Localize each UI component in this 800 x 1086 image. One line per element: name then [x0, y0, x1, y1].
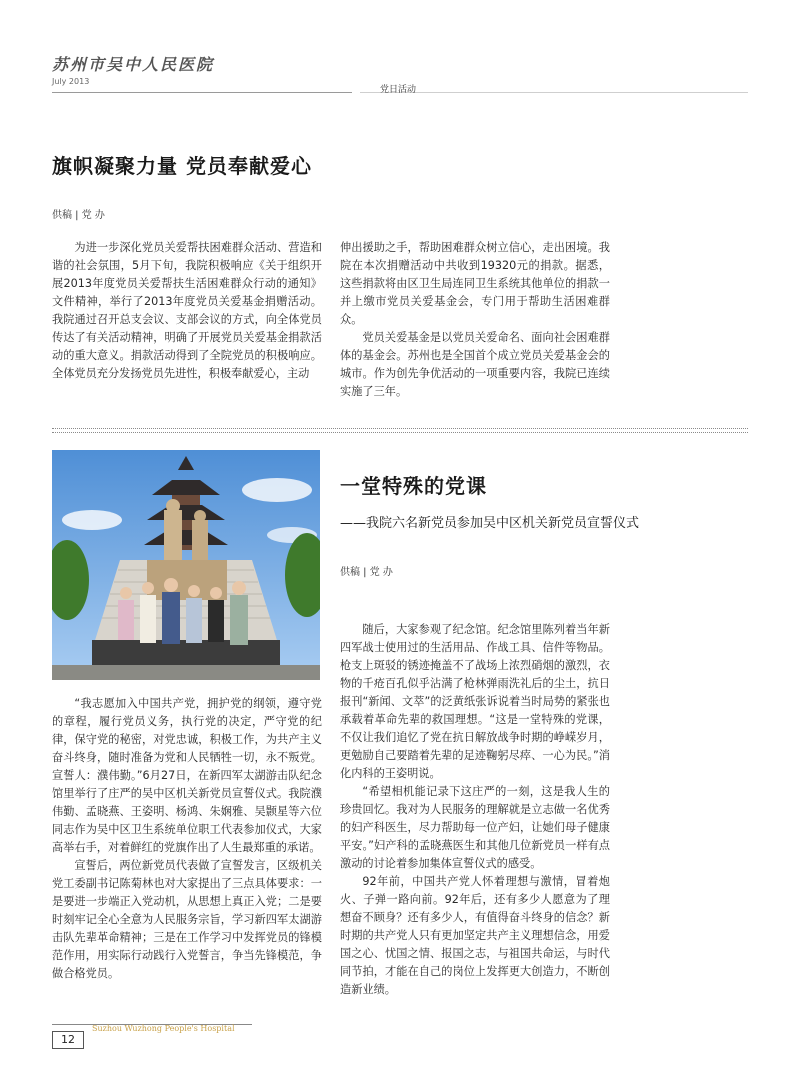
article2-paragraph: “希望相机能记录下这庄严的一刻，这是我人生的珍贵回忆。我对为人民服务的理解就是立志做一名优秀的妇产科医生，尽力帮助每一位产妇，让她们母子健康平安。”妇产科的孟晓燕医生和其他几位新党员一样有点激动的讨论着参加集体宣誓仪式的感受。: [340, 785, 610, 870]
article1-column1: [52, 239, 322, 383]
section-divider: [52, 432, 748, 433]
article1-column2: [340, 239, 610, 401]
group-photo: [52, 450, 320, 680]
article1-paragraph: 为进一步深化党员关爱帮扶困难群众活动、营造和谐的社会氛围，5月下旬，我院积极响应《关于组织开展2013年度党员关爱帮扶生活困难群众行动的通知》文件精神，举行了2013年度党员关爱基金捐赠活动。我院通过召开总支会议、支部会议的方式，向全体党员传达了有关活动精神，明确了开展党员关爱基金捐款活动的重大意义。捐款活动得到了全院党员的积极响应。全体党员充分发扬党员先进性，积极奉献爱心，主动: [52, 241, 322, 380]
article1-byline: 供稿 | 党 办: [52, 210, 105, 221]
article2-paragraph: “我志愿加入中国共产党，拥护党的纲领，遵守党的章程，履行党员义务，执行党的决定，严守党的纪律，保守党的秘密，对党忠诚，积极工作，为共产主义奋斗终身，随时准备为党和人民牺牲一切，永不叛党。宣誓人：濮伟勤。”6月27日，在新四军太湖游击队纪念馆里举行了庄严的吴中区机关新党员宣誓仪式。我院濮伟勤、孟晓燕、王姿明、杨鸿、朱娴雅、吴颢星等六位同志作为吴中区卫生系统单位职工代表参加仪式，大家高举右手，对着鲜红的党旗作出了人生最郑重的承诺。: [52, 697, 322, 854]
article2-paragraph: 宣誓后，两位新党员代表做了宣誓发言，区级机关党工委副书记陈菊林也对大家提出了三点具体要求：一是要进一步端正入党动机，从思想上真正入党；二是要时刻牢记全心全意为人民服务宗旨，学习新四军太湖游击队先辈革命精神；三是在工作学习中发挥党员的锋模范作用，用实际行动践行入党誓言，争当先锋模范，争做合格党员。: [52, 859, 322, 980]
article1-title: 旗帜凝聚力量 党员奉献爱心: [52, 154, 312, 178]
header-rule: [52, 92, 352, 93]
article2-title: 一堂特殊的党课: [340, 474, 487, 498]
article2-subtitle: ——我院六名新党员参加吴中区机关新党员宣誓仪式: [340, 516, 640, 531]
article2-column1: [52, 695, 322, 983]
article2-byline: 供稿 | 党 办: [340, 567, 393, 578]
footer-publication-name: Suzhou Wuzhong People's Hospital: [92, 1024, 235, 1033]
masthead: 苏州市吴中人民医院: [52, 55, 215, 74]
article1-paragraph: 伸出援助之手，帮助困难群众树立信心，走出困境。我院在本次捐赠活动中共收到19320元的捐款。据悉，这些捐款将由区卫生局连同卫生系统其他单位的捐款一并上缴市党员关爱基金会，专门用于帮助生活困难群众。: [340, 241, 610, 326]
page-number: 12: [52, 1031, 84, 1049]
issue-date: July 2013: [52, 77, 90, 86]
article1-paragraph: 党员关爱基金是以党员关爱命名、面向社会困难群体的基金会。苏州也是全国首个成立党员关爱基金会的城市。作为创先争优活动的一项重要内容，我院已连续实施了三年。: [340, 331, 610, 398]
article2-column2: [340, 621, 610, 999]
article2-paragraph: 92年前，中国共产党人怀着理想与激情，冒着炮火、子弹一路向前。92年后，还有多少人愿意为了理想奋不顾身？还有多少人，有值得奋斗终身的信念？新时期的共产党人只有更加坚定共产主义理想信念，用爱国之心、忧国之情、报国之志，与祖国共命运，与时代同节拍，才能在自己的岗位上发挥更大创造力，不断创造新业绩。: [340, 875, 610, 996]
section-divider: [52, 428, 748, 429]
article2-paragraph: 随后，大家参观了纪念馆。纪念馆里陈列着当年新四军战士使用过的生活用品、作战工具、信件等物品。枪支上斑驳的锈迹掩盖不了战场上浓烈硝烟的激烈，衣物的千疮百孔似乎沾满了枪林弹雨洗礼后的尘土，抗日报刊“新闻、文萃”的泛黄纸张诉说着当时局势的紧张也承载着革命先辈的救国理想。“这是一堂特殊的党课，不仅让我们追忆了党在抗日解放战争时期的峥嵘岁月，更勉励自己要踏着先辈的足迹鞠躬尽瘁、一心为民。”消化内科的王姿明说。: [340, 623, 610, 780]
section-label: 党日活动: [380, 85, 417, 95]
header-rule-right: [360, 92, 748, 93]
